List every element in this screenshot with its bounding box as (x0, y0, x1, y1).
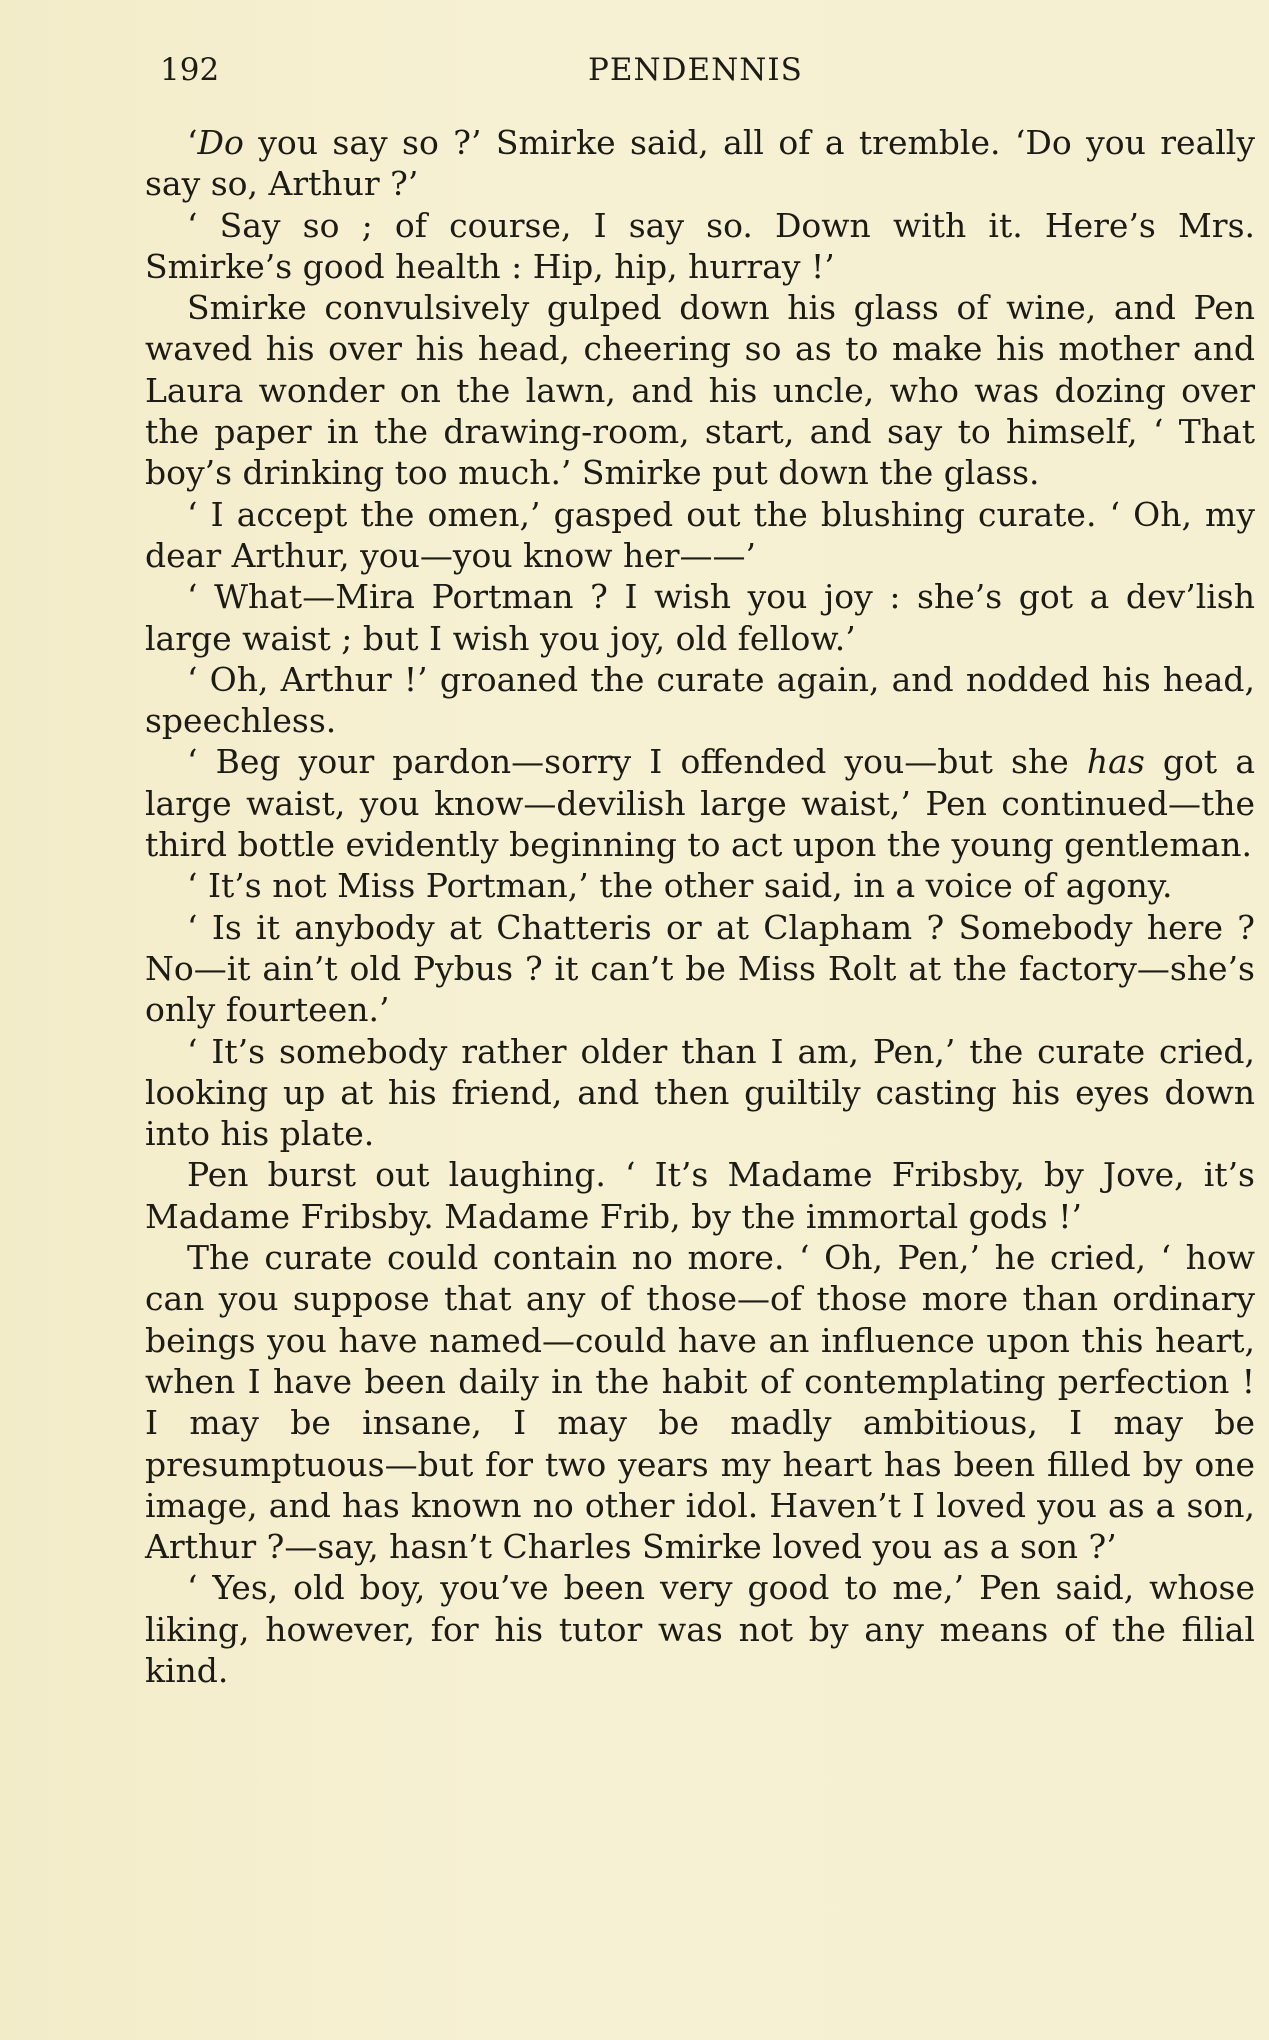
paragraph: The curate could contain no more. ‘ Oh, Pen,’ he cried, ‘ how can you suppose that any of those—of those more than ordinary beings you have named—could have an influence upon this heart, when I have been daily in the habit of contemplating perfection ! I may be insane, I may be madly ambitious, I may be presumptuous—but for two years my heart has been filled by one image, and has known no other idol. Haven’t I loved you as a son, Arthur ?—say, hasn’t Charles Smirke loved you as a son ?’ (145, 1238, 1255, 1567)
page-number: 192 (160, 52, 220, 88)
paragraph: ‘ Yes, old boy, you’ve been very good to me,’ Pen said, whose liking, however, for his tutor was not by any means of the filial kind. (145, 1568, 1255, 1690)
emphasis: has (1086, 742, 1145, 782)
paragraph: Smirke convulsively gulped down his glass of wine, and Pen waved his over his head, cheering so as to make his mother and Laura wonder on the lawn, and his uncle, who was dozing over the paper in the drawing-room, start, and say to himself, ‘ That boy’s drinking too much.’ Smirke put down the glass. (145, 288, 1255, 493)
paragraph: ‘ I accept the omen,’ gasped out the blushing curate. ‘ Oh, my dear Arthur, you—you know her——’ (145, 494, 1255, 575)
emphasis: Do (197, 123, 244, 162)
paragraph: ‘ What—Mira Portman ? I wish you joy : she’s got a dev’lish large waist ; but I wish you joy, old fellow.’ (145, 577, 1255, 658)
paragraph: ‘ It’s not Miss Portman,’ the other said, in a voice of agony. (187, 866, 1173, 906)
paragraph: ‘ Oh, Arthur !’ groaned the curate again, and nodded his head, speechless. (145, 659, 1255, 741)
body-text (145, 122, 1255, 1691)
page-header (160, 52, 1250, 102)
paragraph: ‘Do you say so ?’ Smirke said, all of a tremble. ‘Do you really say so, Arthur ?’ (145, 123, 1255, 204)
paragraph: ‘ Say so ; of course, I say so. Down with it. Here’s Mrs. Smirke’s good health : Hip, hip, hurray !’ (145, 205, 1255, 286)
paragraph: ‘ It’s somebody rather older than I am, Pen,’ the curate cried, looking up at his friend, and then guiltily casting his eyes down into his plate. (145, 1031, 1255, 1154)
running-head: PENDENNIS (588, 52, 803, 88)
paragraph: ‘ Beg your pardon—sorry I offended you—but she has got a large waist, you know—devilish large waist,’ Pen continued—the third bottle evidently beginning to act upon the young gentleman. (145, 742, 1255, 865)
paragraph: ‘ Is it anybody at Chatteris or at Clapham ? Somebody here ? No—it ain’t old Pybus ? it can’t be Miss Rolt at the factory—she’s only fourteen.’ (145, 907, 1255, 1030)
paragraph: Pen burst out laughing. ‘ It’s Madame Fribsby, by Jove, it’s Madame Fribsby. Madame Frib, by the immortal gods !’ (145, 1155, 1255, 1236)
